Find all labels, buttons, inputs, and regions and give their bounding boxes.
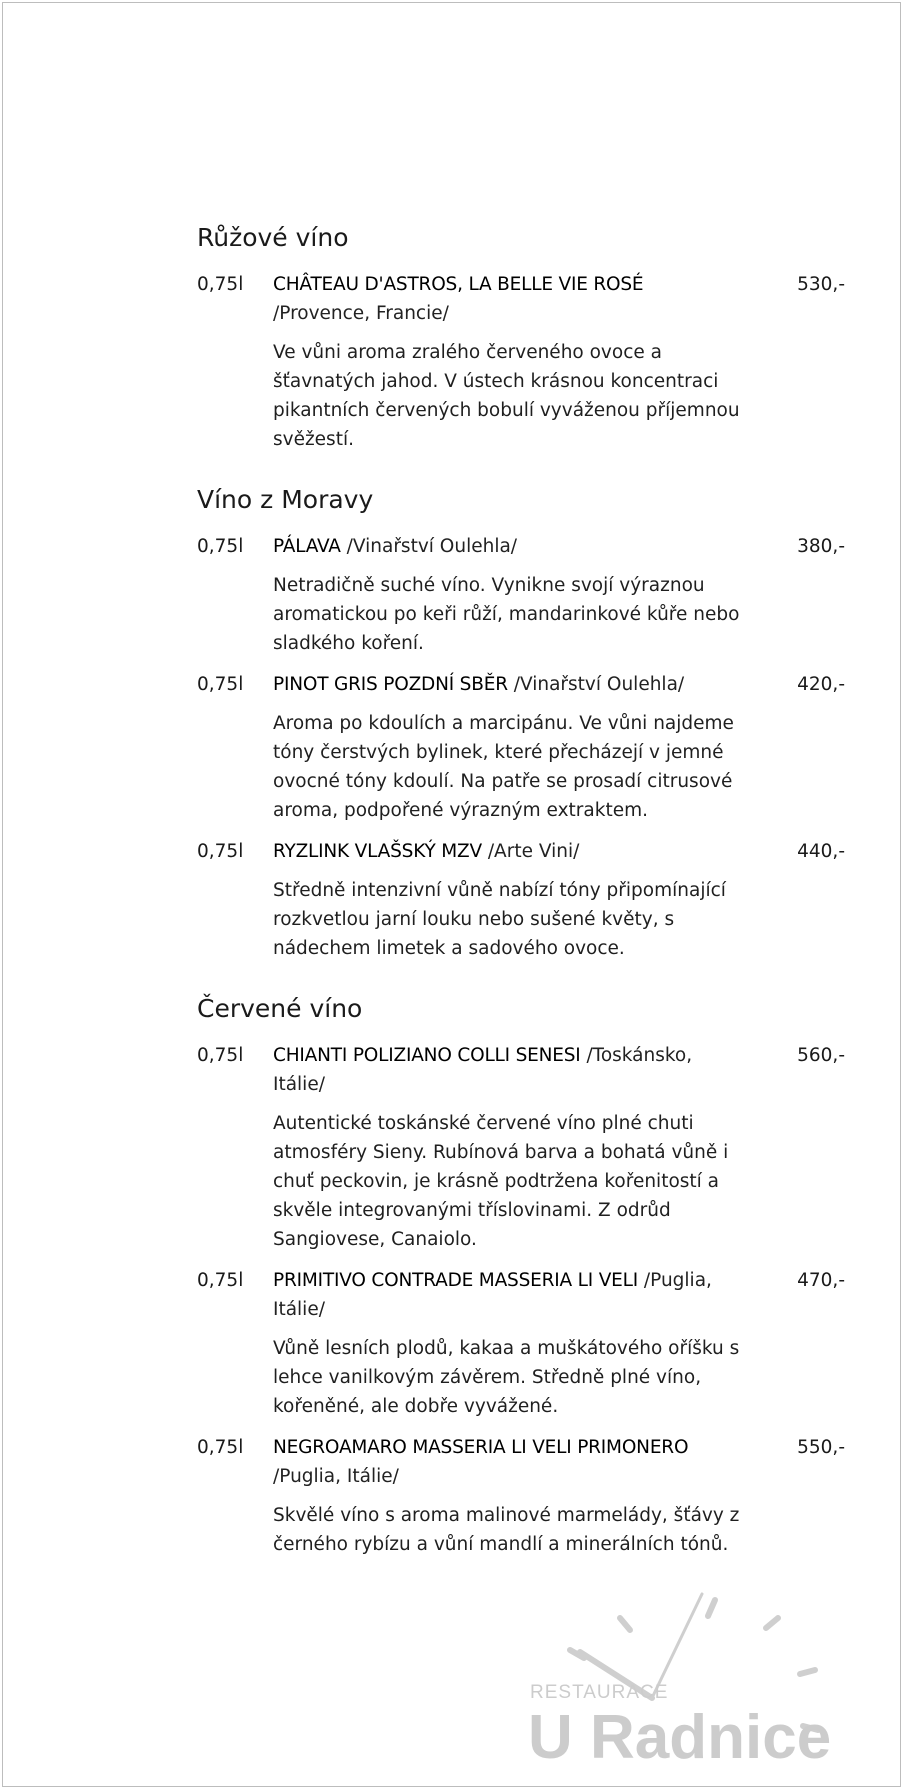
wine-volume: 0,75l [197, 274, 244, 295]
wine-item [197, 532, 857, 658]
wine-origin: /Provence, Francie/ [273, 303, 449, 324]
section-title: Růžové víno [197, 223, 349, 252]
wine-item [197, 1266, 857, 1421]
section-moravia [197, 484, 857, 963]
wine-volume: 0,75l [197, 841, 244, 862]
restaurant-logo [520, 1590, 850, 1790]
wine-item [197, 270, 857, 454]
wine-description: Ve vůni aroma zralého červeného ovoce a šťavnatých jahod. V ústech krásnou koncentraci pikantních červených bobulí vyváženou příjemnou svěžestí. [273, 342, 740, 450]
wine-origin: /Puglia, Itálie/ [273, 1270, 712, 1320]
section-rose [197, 222, 857, 454]
section-title: Víno z Moravy [197, 485, 374, 514]
wine-description: Středně intenzivní vůně nabízí tóny připomínající rozkvetlou jarní louku nebo sušené květy, s nádechem limetek a sadového ovoce. [273, 880, 726, 959]
wine-origin: /Arte Vini/ [481, 841, 580, 862]
wine-description: Netradičně suché víno. Vynikne svojí výraznou aromatickou po keři růží, mandarinkové kůře nebo sladkého koření. [273, 575, 740, 654]
wine-price: 470,- [797, 1270, 845, 1291]
wine-price: 530,- [797, 274, 845, 295]
wine-description: Autentické toskánské červené víno plné chuti atmosféry Sieny. Rubínová barva a bohatá vůně i chuť peckovin, je krásně podtržena kořenitostí a skvěle integrovanými tříslovinami. Z odrůd Sangiovese, Canaiolo. [273, 1113, 729, 1250]
wine-description: Skvělé víno s aroma malinové marmelády, šťávy z černého rybízu a vůní mandlí a minerálních tónů. [273, 1505, 740, 1555]
wine-volume: 0,75l [197, 536, 244, 557]
wine-volume: 0,75l [197, 1270, 244, 1291]
wine-item [197, 837, 857, 963]
wine-volume: 0,75l [197, 1437, 244, 1458]
logo-main-text: U Radnice [528, 1703, 832, 1772]
wine-price: 550,- [797, 1437, 845, 1458]
wine-description: Aroma po kdoulích a marcipánu. Ve vůni najdeme tóny čerstvých bylinek, které přecházejí v jemné ovocné tóny kdoulí. Na patře se prosadí citrusové aroma, podpořené výrazným extraktem. [273, 713, 734, 821]
wine-price: 440,- [797, 841, 845, 862]
wine-name: RYZLINK VLAŠSKÝ MZV [273, 841, 482, 862]
wine-name: CHIANTI POLIZIANO COLLI SENESI [273, 1045, 581, 1066]
menu-content [197, 222, 857, 1589]
wine-origin: /Vinařství Oulehla/ [340, 536, 518, 557]
wine-name: PÁLAVA [273, 536, 341, 557]
wine-price: 420,- [797, 674, 845, 695]
section-red [197, 993, 857, 1559]
wine-description: Vůně lesních plodů, kakaa a muškátového oříšku s lehce vanilkovým závěrem. Středně plné víno, kořeněné, ale dobře vyvážené. [273, 1338, 740, 1417]
wine-price: 560,- [797, 1045, 845, 1066]
wine-volume: 0,75l [197, 1045, 244, 1066]
logo-top-text: RESTAURACE [530, 1682, 669, 1703]
wine-name: PRIMITIVO CONTRADE MASSERIA LI VELI [273, 1270, 638, 1291]
wine-name: NEGROAMARO MASSERIA LI VELI PRIMONERO [273, 1437, 689, 1458]
wine-item [197, 1041, 857, 1254]
section-title: Červené víno [197, 994, 363, 1023]
wine-name: PINOT GRIS POZDNÍ SBĚR [273, 674, 508, 695]
wine-name: CHÂTEAU D'ASTROS, LA BELLE VIE ROSÉ [273, 274, 644, 295]
wine-price: 380,- [797, 536, 845, 557]
wine-volume: 0,75l [197, 674, 244, 695]
wine-item [197, 670, 857, 825]
wine-origin: /Puglia, Itálie/ [273, 1466, 399, 1487]
wine-origin: /Toskánsko, Itálie/ [273, 1045, 693, 1095]
wine-item [197, 1433, 857, 1559]
wine-origin: /Vinařství Oulehla/ [507, 674, 685, 695]
